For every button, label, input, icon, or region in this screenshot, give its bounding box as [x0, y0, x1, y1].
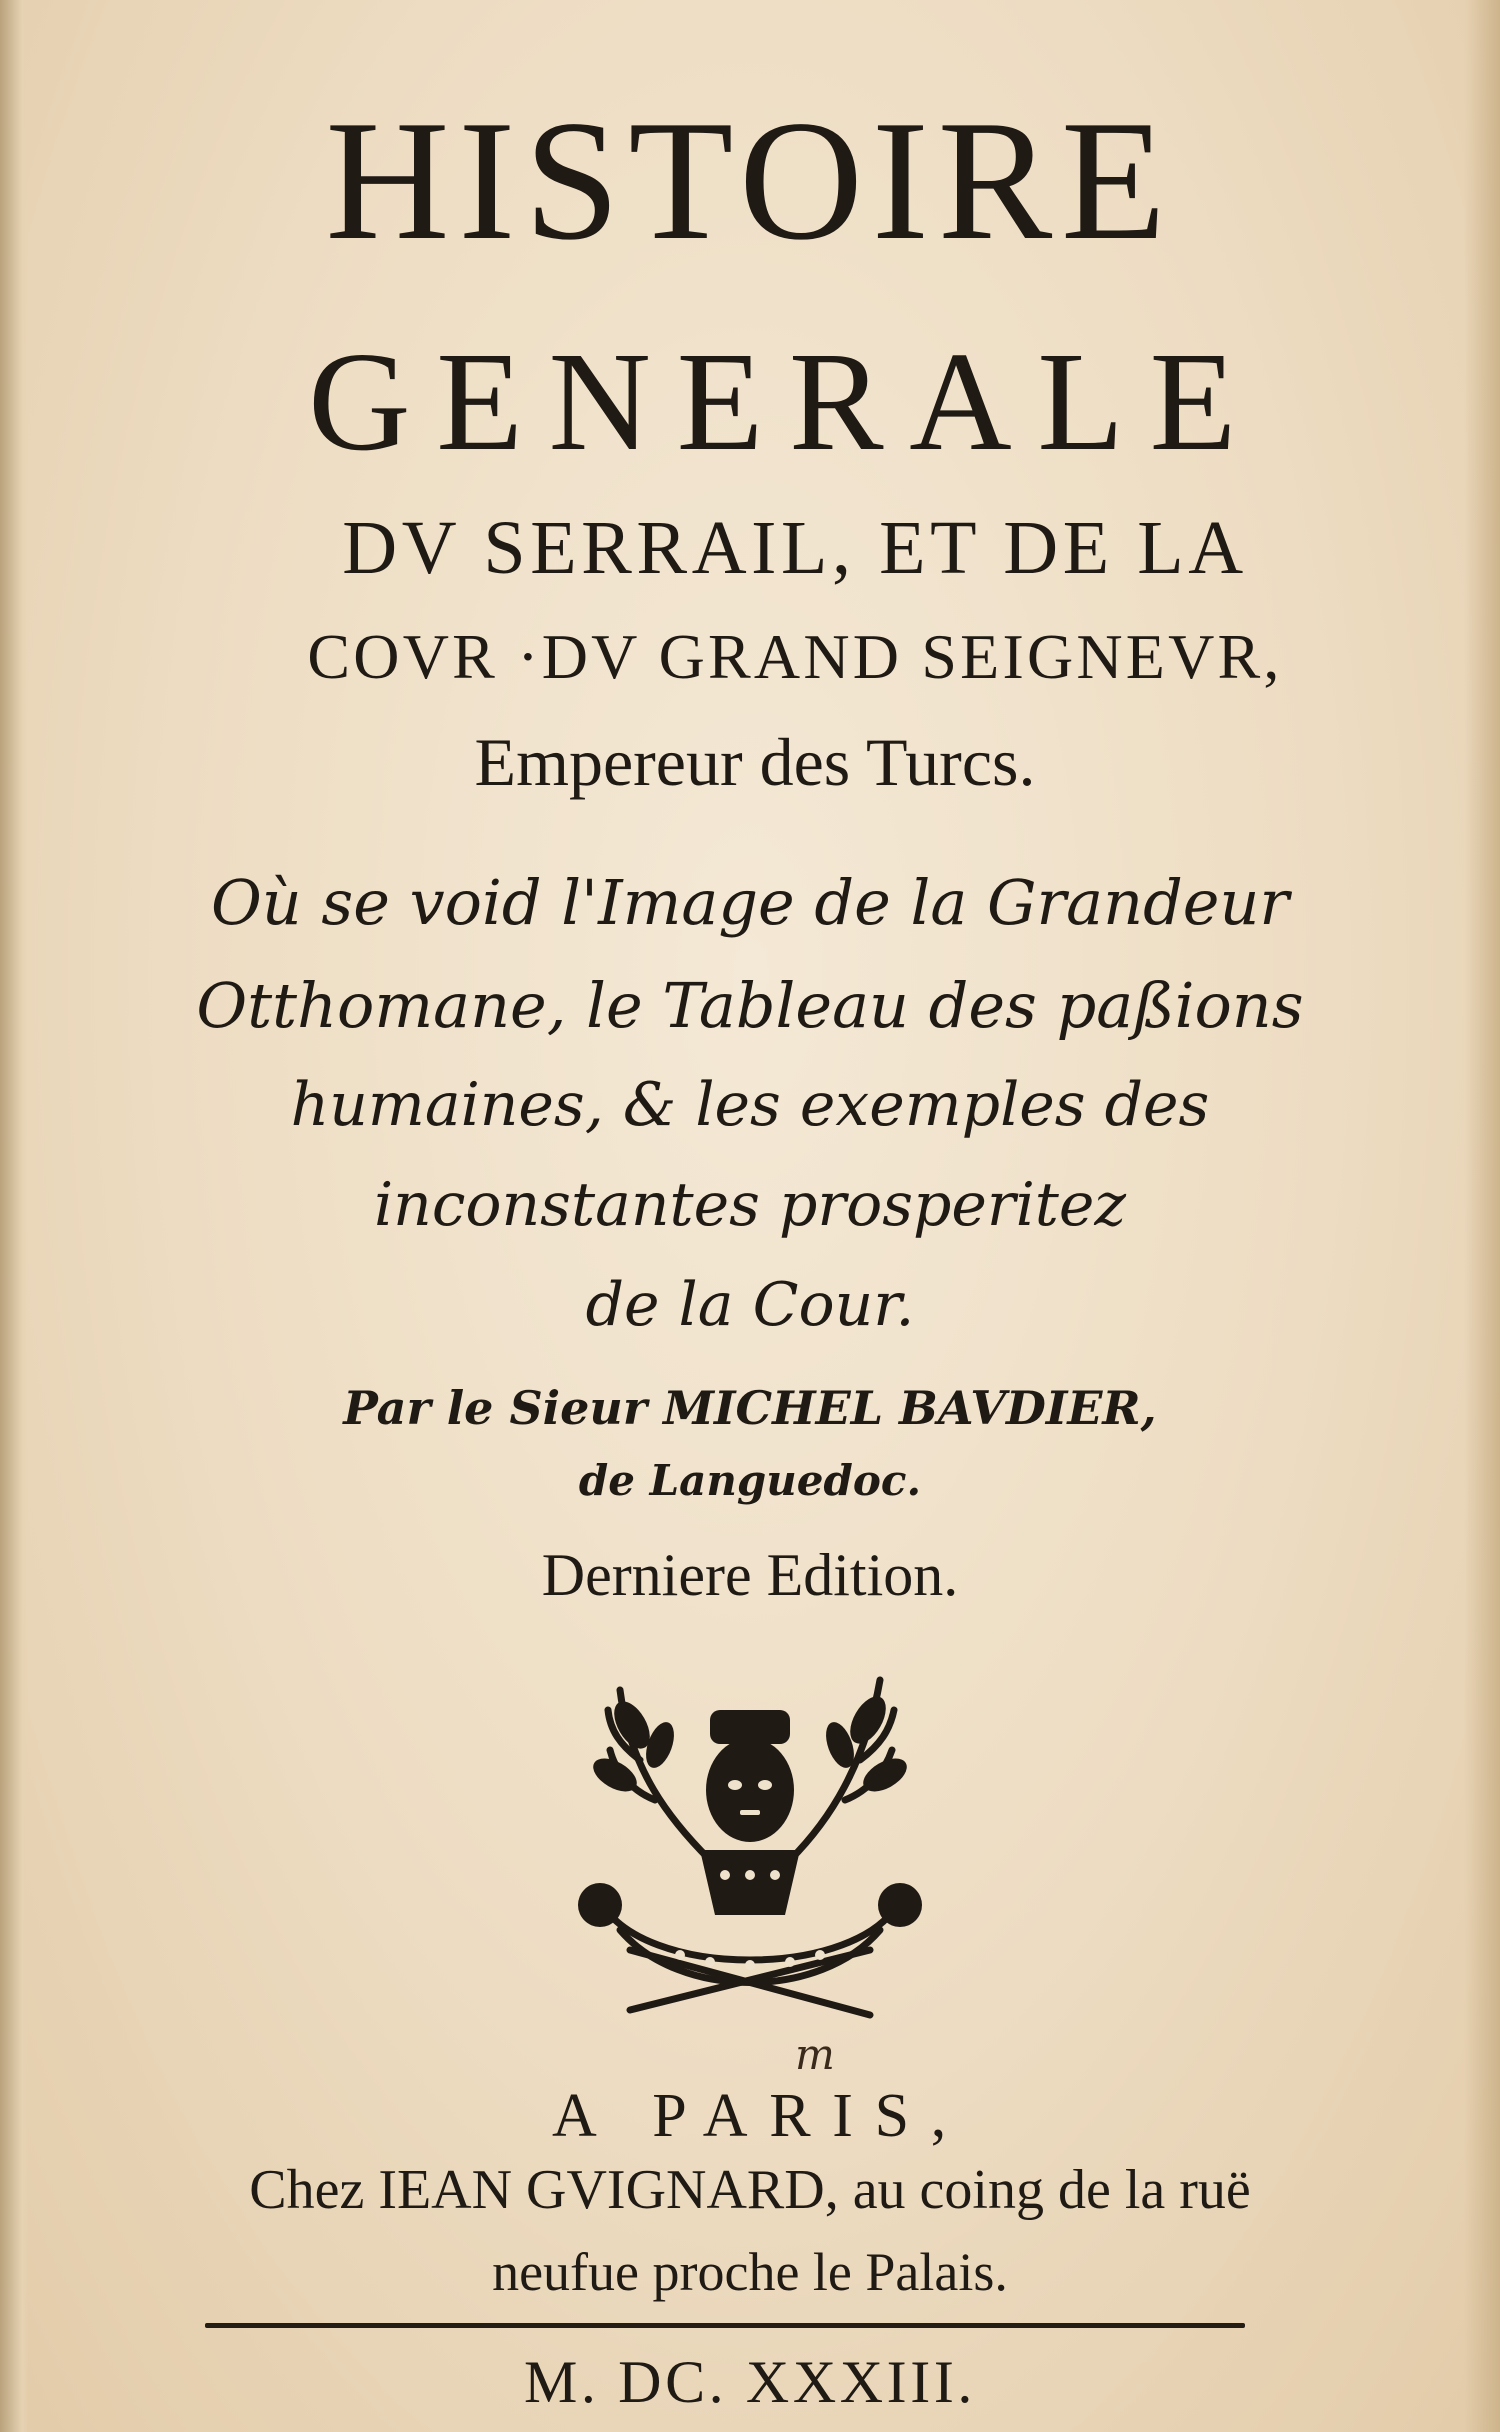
- handwritten-mark: m: [795, 2030, 835, 2079]
- subtitle-line-5: de la Cour.: [585, 1270, 915, 1340]
- edition-statement: Derniere Edition.: [541, 1542, 959, 1608]
- imprint-city: A PARIS,: [552, 2082, 968, 2150]
- author-line-2: de Languedoc.: [578, 1456, 922, 1505]
- horizontal-rule: [205, 2323, 1245, 2328]
- printers-fleuron-icon: [560, 1650, 940, 2050]
- imprint-address: neufue proche le Palais.: [492, 2242, 1008, 2302]
- author-line-1: Par le Sieur MICHEL BAVDIER,: [343, 1381, 1157, 1435]
- subtitle-line-1: Où se void l'Image de la Grandeur: [210, 866, 1290, 939]
- title-line-4: COVR ·DV GRAND SEIGNEVR,: [307, 621, 1283, 692]
- title-line-1: HISTOIRE: [325, 86, 1175, 276]
- title-line-5: Empereur des Turcs.: [474, 724, 1036, 800]
- subtitle-line-3: humaines, & les exemples des: [290, 1070, 1210, 1140]
- subtitle-line-4: inconstantes prosperitez: [373, 1170, 1127, 1240]
- title-line-3: DV SERRAIL, ET DE LA: [342, 506, 1248, 590]
- publication-date: M. DC. XXXIII.: [523, 2349, 977, 2415]
- subtitle-line-2: Otthomane, le Tableau des paßions: [196, 969, 1304, 1042]
- title-line-2: GENERALE: [308, 322, 1262, 480]
- imprint-printer: Chez IEAN GVIGNARD, au coing de la ruë: [249, 2159, 1251, 2221]
